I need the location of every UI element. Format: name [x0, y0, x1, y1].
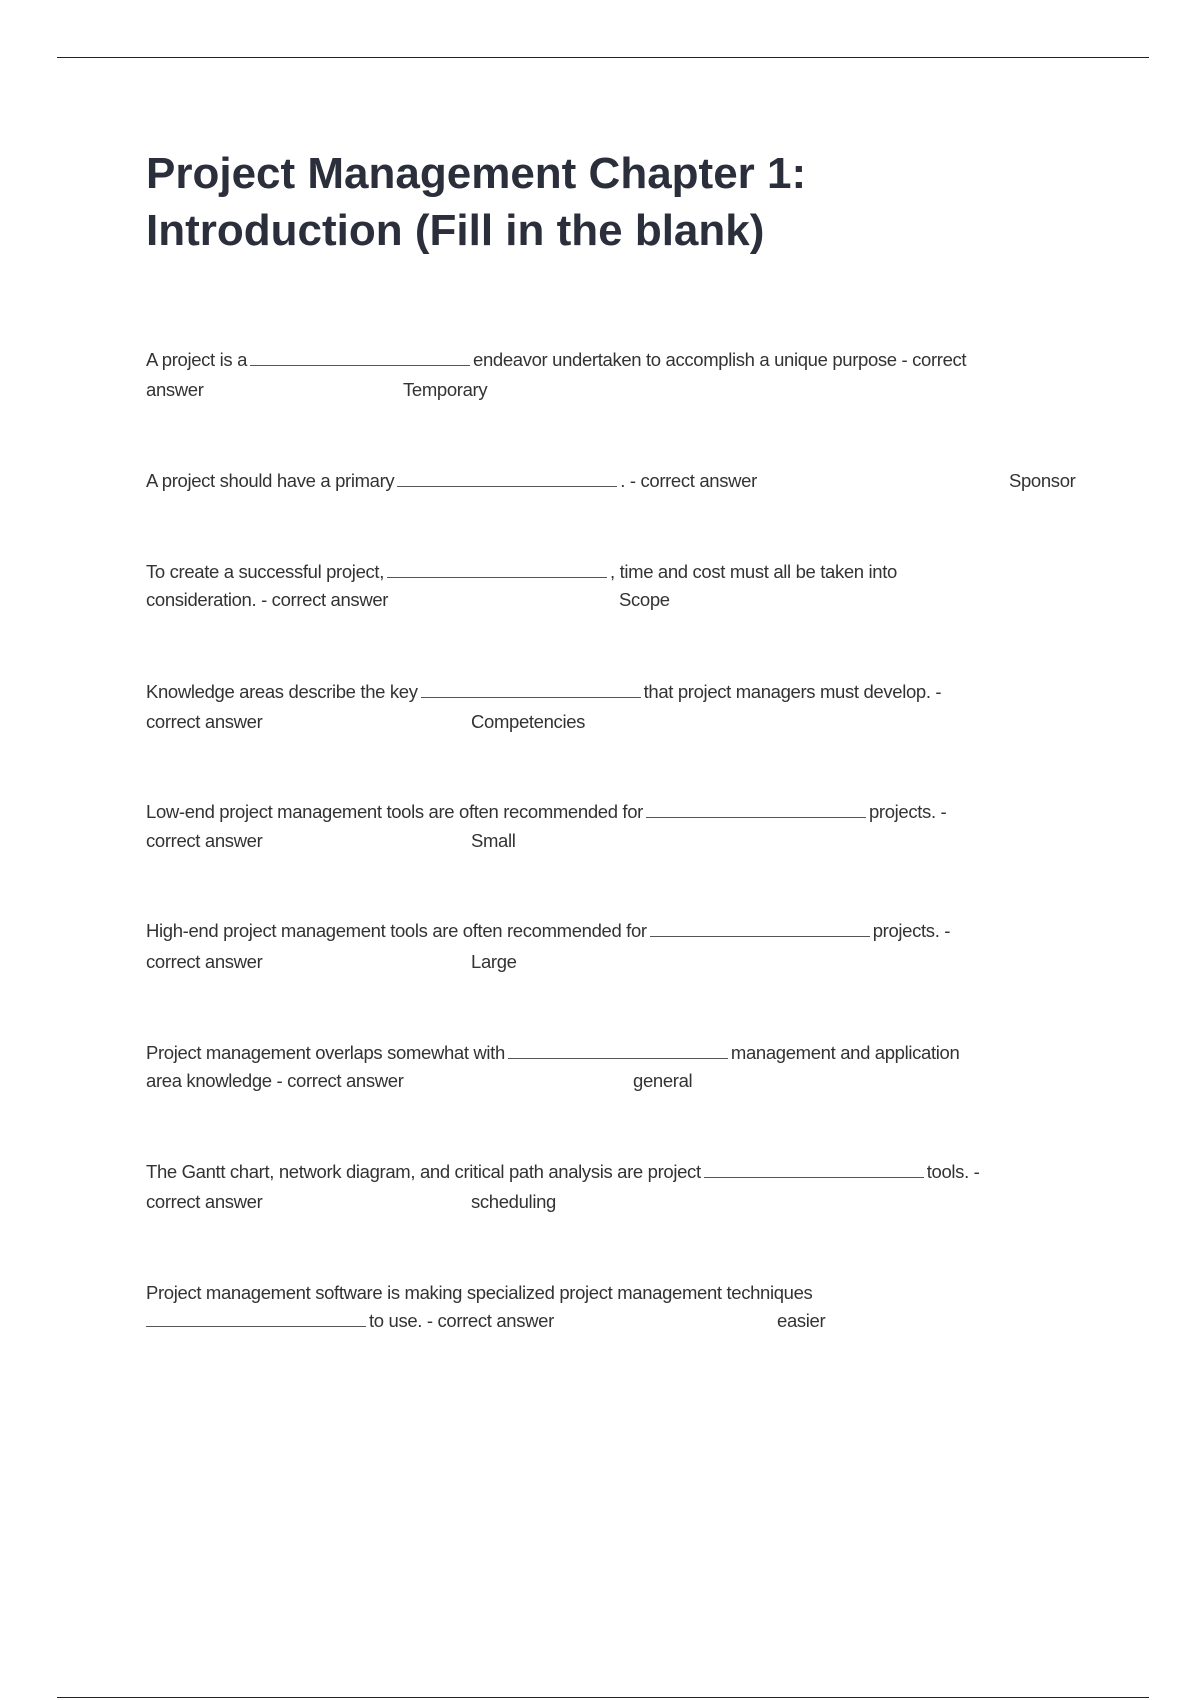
- blank: [650, 919, 870, 937]
- question-6-line2: correct answer: [146, 951, 263, 972]
- answer-6: Large: [471, 951, 517, 972]
- answer-8: scheduling: [471, 1191, 556, 1212]
- answer-7: general: [633, 1070, 693, 1091]
- question-3: To create a successful project, , time and cost must all be taken into: [146, 561, 897, 582]
- page-title: [146, 145, 806, 259]
- question-4: Knowledge areas describe the key that project managers must develop. -: [146, 681, 942, 702]
- title-line-1: Project Management Chapter 1:: [146, 149, 807, 198]
- blank: [704, 1160, 924, 1178]
- question-7: Project management overlaps somewhat with management and application: [146, 1042, 960, 1063]
- answer-3: Scope: [619, 589, 670, 610]
- top-rule: [57, 57, 1149, 58]
- blank: [421, 680, 641, 698]
- answer-1: Temporary: [403, 379, 488, 400]
- question-5: Low-end project management tools are often recommended for projects. -: [146, 801, 947, 822]
- blank: [646, 800, 866, 818]
- question-1-line2: answer: [146, 379, 204, 400]
- answer-5: Small: [471, 830, 516, 851]
- question-5-line2: correct answer: [146, 830, 263, 851]
- blank: [397, 469, 617, 487]
- answer-9: easier: [777, 1310, 826, 1331]
- question-3-line2: consideration. - correct answer: [146, 589, 389, 610]
- question-1: A project is a endeavor undertaken to accomplish a unique purpose - correct: [146, 349, 967, 370]
- question-9-line2: to use. - correct answer: [146, 1309, 554, 1333]
- blank: [508, 1041, 728, 1059]
- question-4-line2: correct answer: [146, 711, 263, 732]
- blank: [146, 1309, 366, 1327]
- question-8: The Gantt chart, network diagram, and critical path analysis are project tools. -: [146, 1161, 980, 1182]
- title-line-2: Introduction (Fill in the blank): [146, 206, 765, 255]
- question-6: High-end project management tools are often recommended for projects. -: [146, 920, 951, 941]
- question-7-line2: area knowledge - correct answer: [146, 1070, 404, 1091]
- answer-2: Sponsor: [1009, 470, 1076, 491]
- question-9: Project management software is making specialized project management techniques: [146, 1282, 813, 1303]
- blank: [250, 348, 470, 366]
- question-8-line2: correct answer: [146, 1191, 263, 1212]
- answer-4: Competencies: [471, 711, 586, 732]
- blank: [387, 560, 607, 578]
- bottom-rule: [57, 1697, 1149, 1698]
- question-2: A project should have a primary . - correct answer: [146, 470, 757, 491]
